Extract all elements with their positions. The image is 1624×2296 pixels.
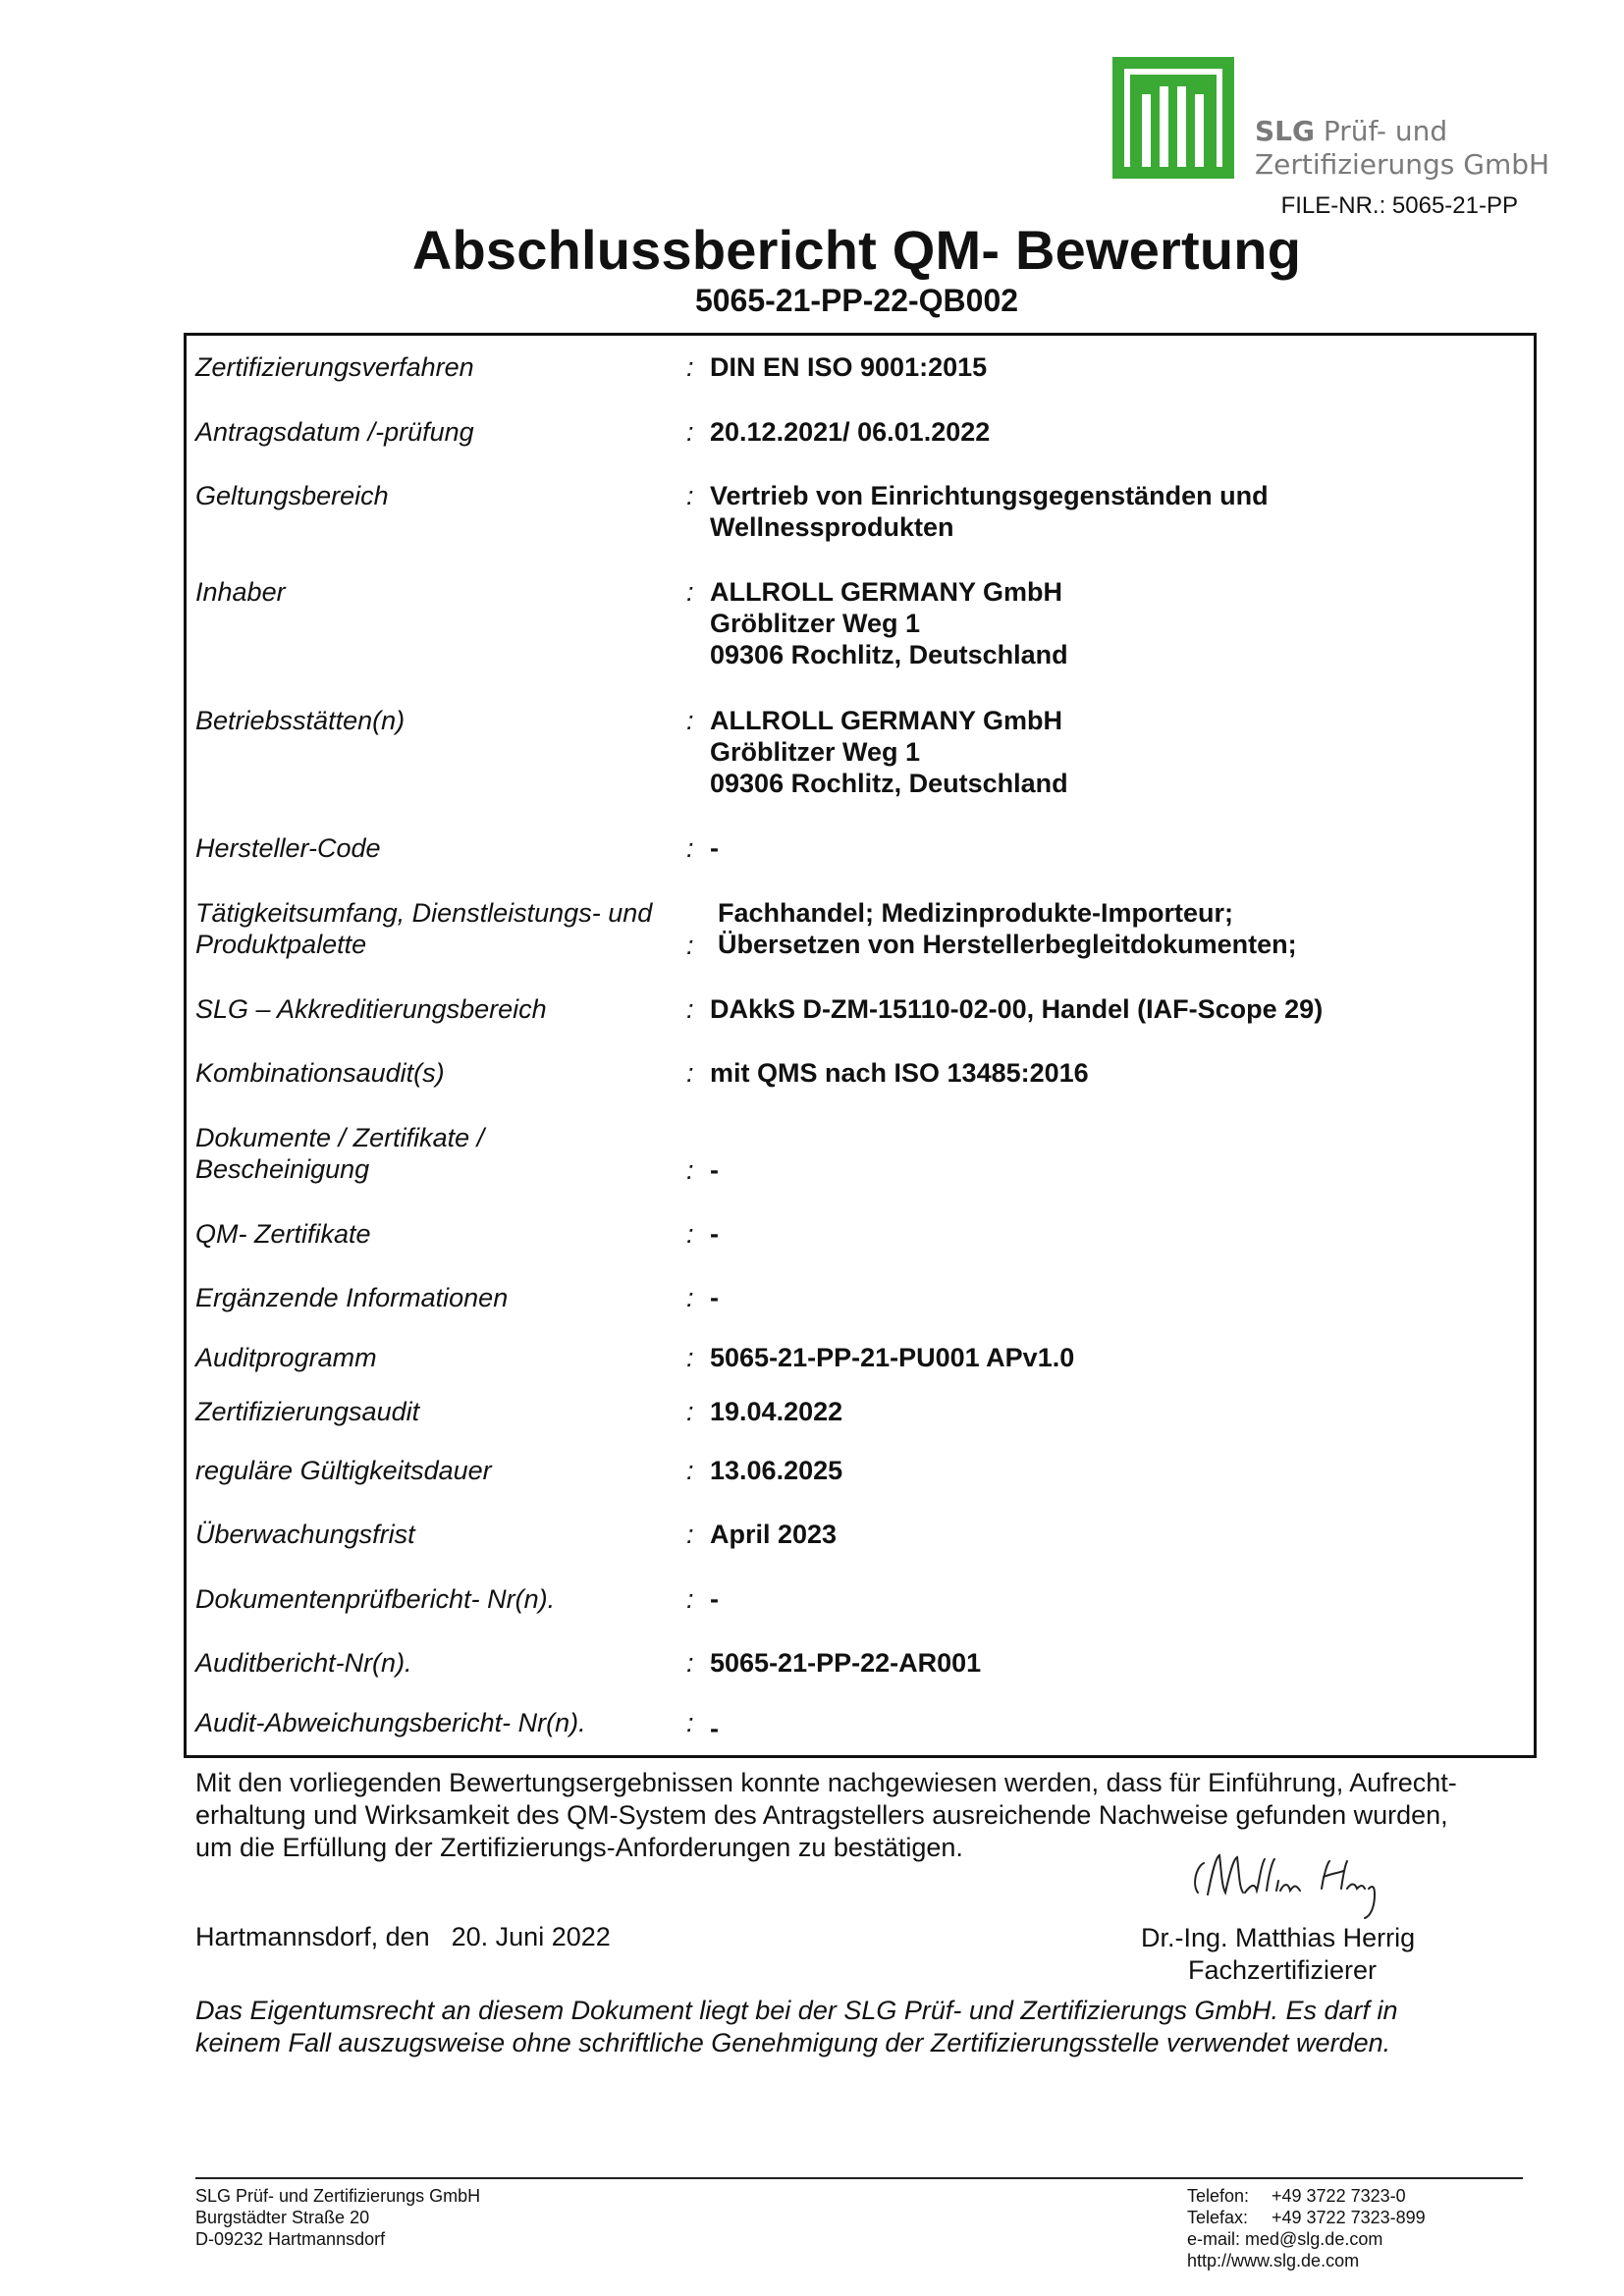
field-separator: : (686, 931, 694, 960)
place: Hartmannsdorf, den (195, 1922, 430, 1951)
field-separator: : (686, 481, 694, 510)
field-label-line: Dokumente / Zertifikate / (195, 1123, 485, 1152)
field-value (710, 1455, 1515, 1486)
closing-line: Mit den vorliegenden Bewertungsergebnissen konnte nachgewiesen werden, dass für Einführung, Aufrecht- (195, 1768, 1457, 1797)
field-value (710, 576, 1515, 670)
field-value-line: Wellnessprodukten (710, 512, 954, 542)
field-value-line: - (710, 833, 719, 863)
closing-line: erhaltung und Wirksamkeit des QM-System des Antragstellers ausreichende Nachweise gefunden wurden, (195, 1800, 1448, 1830)
field-separator: : (686, 706, 694, 735)
field-separator: : (686, 1520, 694, 1549)
field-label (195, 897, 686, 960)
field-label-line: Antragsdatum /-prüfung (195, 417, 474, 447)
field-label-line: Zertifizierungsaudit (195, 1397, 420, 1426)
field-label-line: Bescheinigung (195, 1154, 370, 1184)
field-value (718, 897, 1523, 960)
ownership-notice (195, 1995, 1570, 2059)
field-value-line: ALLROLL GERMANY GmbH (710, 577, 1063, 607)
field-separator: : (686, 577, 694, 607)
field-label (195, 416, 686, 448)
field-separator: : (686, 1155, 694, 1185)
field-label (195, 705, 686, 736)
field-label (195, 1707, 686, 1738)
field-value (710, 351, 1515, 383)
signer-block (1141, 1922, 1415, 1987)
field-label-line: Geltungsbereich (195, 481, 389, 510)
field-value-line: 09306 Rochlitz, Deutschland (710, 640, 1068, 669)
field-label (195, 1647, 686, 1679)
field-value-line: April 2023 (710, 1520, 838, 1549)
field-separator: : (686, 417, 694, 447)
field-value-line: Gröblitzer Weg 1 (710, 609, 921, 638)
field-label (195, 1218, 686, 1250)
company-logo-text (1255, 115, 1549, 182)
field-value-line: - (710, 1219, 719, 1249)
email-link[interactable]: e-mail: med@slg.de.com (1187, 2229, 1383, 2249)
field-value-line: Übersetzen von Herstellerbegleitdokumenten; (718, 930, 1297, 959)
place-and-date (195, 1922, 611, 1952)
field-value (710, 705, 1515, 799)
field-label-line: Audit-Abweichungsbericht- Nr(n). (195, 1708, 586, 1737)
field-value (710, 416, 1515, 448)
field-label (195, 832, 686, 864)
footer-city: D-09232 Hartmannsdorf (195, 2229, 386, 2249)
logo-line1: Prüf- und (1315, 115, 1448, 147)
phone-number: +49 3722 7323-0 (1272, 2186, 1406, 2206)
field-label (195, 1455, 686, 1486)
field-separator: : (686, 833, 694, 863)
field-value (710, 832, 1515, 864)
signer-name: Dr.-Ing. Matthias Herrig (1141, 1923, 1416, 1952)
field-label-line: Betriebsstätten(n) (195, 706, 406, 735)
field-label (195, 1519, 686, 1550)
field-value-line: - (710, 1155, 719, 1185)
field-separator: : (686, 352, 694, 382)
field-value-line: DAkkS D-ZM-15110-02-00, Handel (IAF-Scope 29) (710, 994, 1324, 1024)
document-number: 5065-21-PP-22-QB002 (694, 283, 1019, 318)
field-value-line: 09306 Rochlitz, Deutschland (710, 769, 1068, 798)
field-label-line: Auditprogramm (195, 1343, 377, 1372)
field-value-line: Fachhandel; Medizinprodukte-Importeur; (718, 898, 1234, 928)
file-number: FILE-NR.: 5065-21-PP (1280, 192, 1518, 219)
field-value-line: 5065-21-PP-22-AR001 (710, 1648, 982, 1678)
field-label (195, 1282, 686, 1313)
field-value (710, 1154, 1515, 1186)
field-separator: : (686, 1397, 694, 1426)
document-title: Abschlussbericht QM- Bewertung (411, 219, 1302, 281)
field-value (710, 1342, 1515, 1373)
field-label (195, 351, 686, 383)
field-value-line: DIN EN ISO 9001:2015 (710, 352, 988, 382)
field-value-line: 20.12.2021/ 06.01.2022 (710, 417, 991, 447)
field-label (195, 1342, 686, 1373)
field-label-line: Überwachungsfrist (195, 1520, 415, 1549)
field-value (710, 1057, 1515, 1089)
footer-divider (195, 2177, 1523, 2179)
field-label-line: SLG – Akkreditierungsbereich (195, 994, 547, 1024)
field-value (710, 1282, 1515, 1313)
field-separator: : (686, 994, 694, 1024)
logo-brand: SLG (1255, 115, 1315, 147)
field-label-line: Inhaber (195, 577, 286, 607)
handwritten-signature (1186, 1845, 1392, 1924)
footer-street: Burgstädter Straße 20 (195, 2208, 370, 2227)
field-value-line: 5065-21-PP-21-PU001 APv1.0 (710, 1343, 1075, 1372)
field-separator: : (686, 1219, 694, 1249)
field-value (710, 1713, 1515, 1744)
footer-contact (1187, 2185, 1426, 2271)
field-value (710, 1647, 1515, 1679)
field-label-line: Produktpalette (195, 930, 367, 959)
phone-label: Telefon: (1187, 2186, 1250, 2206)
footer-address (195, 2185, 480, 2250)
field-label (195, 1057, 686, 1089)
field-value (710, 1583, 1515, 1615)
field-label-line: Zertifizierungsverfahren (195, 352, 474, 382)
field-value (710, 1396, 1515, 1427)
field-label-line: Hersteller-Code (195, 833, 381, 863)
logo-line2: Zertifizierungs GmbH (1255, 148, 1550, 181)
field-separator: : (686, 1283, 694, 1312)
date: 20. Juni 2022 (451, 1922, 611, 1951)
field-label (195, 480, 686, 511)
field-label-line: Tätigkeitsumfang, Dienstleistungs- und (195, 898, 653, 928)
field-value-line: - (710, 1584, 719, 1614)
field-separator: : (686, 1648, 694, 1678)
field-value-line: - (710, 1714, 719, 1743)
field-label-line: QM- Zertifikate (195, 1219, 371, 1249)
field-label (195, 1122, 686, 1185)
slg-logo (1112, 57, 1234, 179)
field-value (710, 993, 1515, 1025)
fax-label: Telefax: (1187, 2208, 1249, 2227)
closing-line: um die Erfüllung der Zertifizierungs-Anforderungen zu bestätigen. (195, 1833, 963, 1862)
field-label-line: Ergänzende Informationen (195, 1283, 509, 1312)
field-value (710, 480, 1515, 543)
field-separator: : (686, 1058, 694, 1088)
field-value-line: 13.06.2025 (710, 1456, 843, 1485)
website-link[interactable]: http://www.slg.de.com (1187, 2251, 1360, 2270)
field-value-line: 19.04.2022 (710, 1397, 843, 1426)
field-value (710, 1519, 1515, 1550)
field-label-line: Auditbericht-Nr(n). (195, 1648, 412, 1678)
field-label (195, 576, 686, 608)
field-label-line: reguläre Gültigkeitsdauer (195, 1456, 492, 1485)
field-value-line: ALLROLL GERMANY GmbH (710, 706, 1063, 735)
field-value-line: Gröblitzer Weg 1 (710, 737, 921, 767)
notice-line: keinem Fall auszugsweise ohne schriftliche Genehmigung der Zertifizierungsstelle verwendet werden. (195, 2028, 1391, 2057)
field-separator: : (686, 1456, 694, 1485)
field-value-line: Vertrieb von Einrichtungsgegenständen und (710, 481, 1269, 510)
notice-line: Das Eigentumsrecht an diesem Dokument liegt bei der SLG Prüf- und Zertifizierungs GmbH. Es darf in (195, 1996, 1398, 2025)
field-separator: : (686, 1708, 694, 1737)
signer-title: Fachzertifizierer (1188, 1955, 1378, 1985)
field-label (195, 1396, 686, 1427)
field-separator: : (686, 1584, 694, 1614)
field-label (195, 1583, 686, 1615)
field-value-line: - (710, 1283, 719, 1312)
field-separator: : (686, 1343, 694, 1372)
fax-number: +49 3722 7323-899 (1272, 2208, 1426, 2227)
field-label (195, 993, 686, 1025)
field-value (710, 1218, 1515, 1250)
field-value-line: mit QMS nach ISO 13485:2016 (710, 1058, 1089, 1088)
footer-company: SLG Prüf- und Zertifizierungs GmbH (195, 2186, 481, 2206)
field-label-line: Dokumentenprüfbericht- Nr(n). (195, 1584, 556, 1614)
field-label-line: Kombinationsaudit(s) (195, 1058, 445, 1088)
